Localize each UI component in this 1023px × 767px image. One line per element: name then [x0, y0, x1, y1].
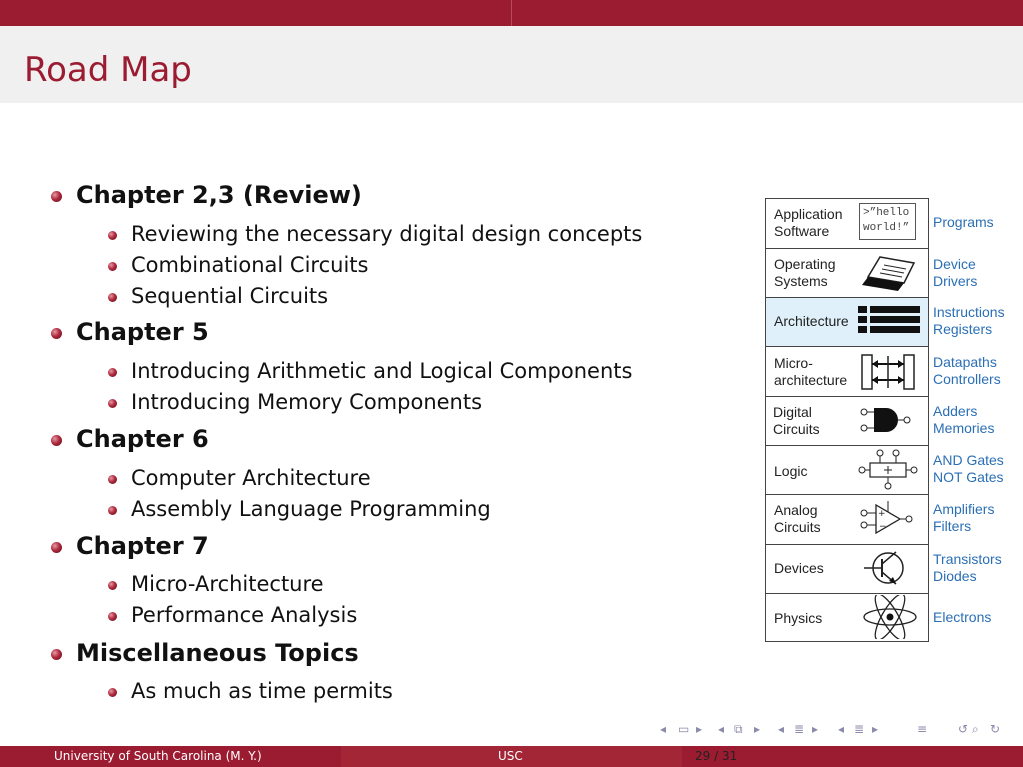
footer-author: University of South Carolina (M. Y.)	[54, 749, 262, 763]
outline-item	[76, 425, 209, 453]
level-description: Amplifiers Filters	[933, 501, 995, 534]
outline-item-label: Chapter 7	[76, 532, 209, 560]
next-subsection-icon[interactable]: ▸	[754, 722, 761, 736]
outline-subitem-label: Reviewing the necessary digital design concepts	[131, 222, 643, 246]
outline-subitem	[131, 678, 393, 704]
level-description: Datapaths Controllers	[933, 354, 1001, 387]
level-name: Application Software	[774, 206, 843, 239]
bullet-icon	[108, 293, 117, 302]
atom-icon	[858, 595, 922, 639]
outline-subitem	[131, 571, 324, 597]
footer-short-title: USC	[498, 749, 523, 763]
outline-item-label: Chapter 2,3 (Review)	[76, 181, 362, 209]
level-name: Analog Circuits	[774, 502, 821, 535]
outline-subitem	[131, 602, 357, 628]
document-icon[interactable]: ≣	[854, 722, 865, 736]
bullet-icon	[108, 688, 117, 697]
op-amp-icon	[858, 497, 922, 541]
logic-element-icon	[858, 447, 922, 491]
and-gate-icon	[858, 398, 922, 442]
outline-subitem	[131, 496, 491, 522]
outline-subitem-label: Micro-Architecture	[131, 572, 324, 596]
footer	[0, 746, 1023, 767]
svg-text:+: +	[878, 509, 886, 519]
outline-subitem-label: Introducing Memory Components	[131, 390, 483, 414]
outline-subitem-label: Assembly Language Programming	[131, 497, 491, 521]
search-icon[interactable]: ⌕	[972, 722, 979, 736]
outline-subitem	[131, 358, 632, 384]
laptop-icon	[858, 251, 922, 295]
level-name: Architecture	[774, 313, 849, 329]
level-name: Micro- architecture	[774, 355, 848, 388]
bullet-icon	[108, 399, 117, 408]
section-icon[interactable]: ≣	[794, 722, 805, 736]
level-name: Operating Systems	[774, 256, 836, 289]
prev-section-icon[interactable]: ◂	[778, 722, 785, 736]
outline-subitem	[131, 389, 482, 415]
next-doc-icon[interactable]: ▸	[872, 722, 879, 736]
hello-world-text: >”hello world!”	[859, 203, 916, 240]
level-description: AND Gates NOT Gates	[933, 452, 1004, 485]
register-blocks-icon	[858, 300, 922, 344]
top-bar-divider	[511, 0, 512, 26]
next-section-icon[interactable]: ▸	[812, 722, 819, 736]
outline-item-label: Chapter 5	[76, 318, 209, 346]
level-name: Logic	[774, 463, 808, 479]
search-forward-icon[interactable]: ↻	[990, 722, 1001, 736]
outline-subitem-label: Combinational Circuits	[131, 253, 369, 277]
outline-subitem-label: Performance Analysis	[131, 603, 358, 627]
search-back-icon[interactable]: ↺	[958, 722, 969, 736]
bullet-icon	[51, 649, 62, 660]
outline-item-label: Chapter 6	[76, 425, 209, 453]
bullet-icon	[108, 612, 117, 621]
outline-item	[76, 639, 359, 667]
outline-subitem	[131, 221, 642, 247]
frame-icon[interactable]: ▭	[678, 722, 690, 736]
appendix-icon[interactable]: ≡	[917, 722, 928, 736]
outline-item	[76, 532, 209, 560]
outline-item	[76, 318, 209, 346]
slide-title: Road Map	[24, 50, 192, 90]
next-frame-icon[interactable]: ▸	[696, 722, 703, 736]
outline-subitem-label: Introducing Arithmetic and Logical Components	[131, 359, 633, 383]
outline-item	[76, 181, 362, 209]
outline-subitem-label: Computer Architecture	[131, 466, 371, 490]
prev-subsection-icon[interactable]: ◂	[718, 722, 725, 736]
level-description: Transistors Diodes	[933, 551, 1002, 584]
prev-frame-icon[interactable]: ◂	[660, 722, 667, 736]
prev-doc-icon[interactable]: ◂	[838, 722, 845, 736]
bullet-icon	[108, 581, 117, 590]
bullet-icon	[51, 191, 62, 202]
page-number: 29 / 31	[695, 749, 738, 763]
outline-subitem	[131, 252, 368, 278]
outline-subitem-label: Sequential Circuits	[131, 284, 329, 308]
level-description: Device Drivers	[933, 256, 978, 289]
level-description: Programs	[933, 214, 994, 230]
outline-subitem	[131, 465, 371, 491]
outline-subitem	[131, 283, 328, 309]
bullet-icon	[108, 231, 117, 240]
bullet-icon	[51, 328, 62, 339]
level-name: Digital Circuits	[773, 404, 820, 437]
transistor-icon	[858, 546, 922, 590]
top-bar	[0, 0, 1023, 26]
level-name: Physics	[774, 610, 823, 626]
bullet-icon	[108, 368, 117, 377]
svg-text:−: −	[879, 522, 887, 532]
abstraction-stack	[765, 198, 929, 642]
bullet-icon	[108, 475, 117, 484]
subsection-icon[interactable]: ⧉	[734, 722, 743, 736]
bullet-icon	[51, 435, 62, 446]
datapath-icon	[858, 350, 922, 394]
level-name: Devices	[774, 560, 824, 576]
level-description: Electrons	[933, 609, 992, 625]
bullet-icon	[51, 542, 62, 553]
bullet-icon	[108, 506, 117, 515]
outline-subitem-label: As much as time permits	[131, 679, 393, 703]
level-description: Instructions Registers	[933, 304, 1005, 337]
level-description: Adders Memories	[933, 403, 995, 436]
bullet-icon	[108, 262, 117, 271]
outline-item-label: Miscellaneous Topics	[76, 639, 359, 667]
